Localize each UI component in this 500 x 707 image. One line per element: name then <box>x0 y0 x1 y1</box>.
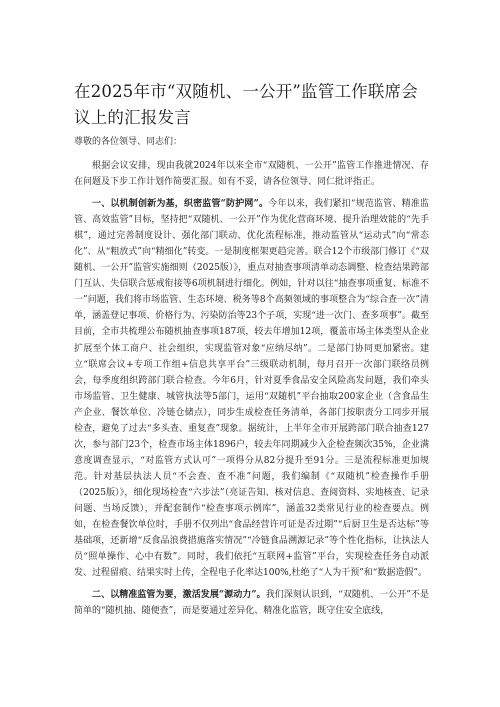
section-2-heading: 二、以精准监管为要，激活发展“源动力”。 <box>92 590 266 601</box>
salutation: 尊敬的各位领导、同志们： <box>74 137 183 147</box>
document-body <box>74 158 429 619</box>
section-1-paragraph <box>74 196 429 581</box>
document-title: 在2025年市“双随机、一公开”监管工作联席会议上的汇报发言 <box>74 82 418 127</box>
intro-paragraph: 根据会议安排，现由我就2024年以来全市“双随机、一公开”监管工作推进情况、存在问题及下步工作计划作简要汇报。如有不妥，请各位领导、同仁批评指正。 <box>74 161 429 188</box>
section-2-paragraph <box>74 587 429 619</box>
section-2-body: 我们深刻认识到，“双随机、一公开”不是简单的“随机抽、随便查”，而是要通过差异化、精准化监管，既守住安全底线， <box>74 590 429 617</box>
section-1-body: 今年以来，我们紧扣“规范监管、精准监管、高效监管”目标，坚持把“双随机、一公开”作为优化营商环境、提升治理效能的“先手棋”，通过完善制度设计、强化部门联动、优化流程标准，推动监管从“运动式”向“常态化”、从“粗放式”向“精细化”转变。一是制度框架更趋完善。联合12个市级部门修订《“双随机、一公开”监管实施细则（2025版）》，重点对抽查事项清单动态调整、检查结果跨部门互认、失信联合惩戒衔接等6项机制进行细化。例如，针对以往“抽查事项重复、标准不一”问题，我们将市场监管、生态环境、税务等8个高频领域的事项整合为“综合查一次”清单，涵盖登记事项、价格行为、污染防治等23个子项，实现“进一次门、查多项事”。截至目前，全市共梳理公布随机抽查事项187项，较去年增加12项，覆盖市场主体类型从企业扩展至个体工商户、社会组织，实现监管对象“应纳尽纳”。二是部门协同更加紧密。建立“联席会议+专项工作组+信息共享平台”三级联动机制，每月召开一次部门联络员例会，每季度组织跨部门联合检查。今年6月，针对夏季食品安全风险高发问题，我们牵头市场监管、卫生健康、城管执法等5部门，运用“双随机”平台抽取200家企业（含食品生产企业、餐饮单位、冷链仓储点），同步生成检查任务清单，各部门按职责分工同步开展检查，避免了过去“多头查、重复查”现象。据统计，上半年全市开展跨部门联合抽查127次，参与部门23个，检查市场主体1896户，较去年同期减少入企检查频次35%，企业满意度调查显示，“对监管方式认可”一项得分从82分提升至91分。三是流程标准更加规范。针对基层执法人员“不会查、查不准”问题，我们编制《“双随机”检查操作手册（2025版）》，细化现场检查“六步法”（亮证告知、核对信息、查阅资料、实地核查、记录问题、当场反馈），并配套制作“检查事项示例库”，涵盖32类常见行业的检查要点。例如，在检查餐饮单位时，手册不仅列出“食品经营许可证是否过期”“后厨卫生是否达标”等基础项，还新增“反食品浪费措施落实情况”“冷链食品溯源记录”等个性化指标，让执法人员“照单操作、心中有数”。同时，我们依托“互联网+监管”平台，实现检查任务自动派发、过程留痕、结果实时上传，全程电子化率达100%,杜绝了“人为干预”和“数据造假”。 <box>74 199 429 579</box>
section-1-heading: 一、以机制创新为基，织密监管“防护网”。 <box>92 199 269 210</box>
